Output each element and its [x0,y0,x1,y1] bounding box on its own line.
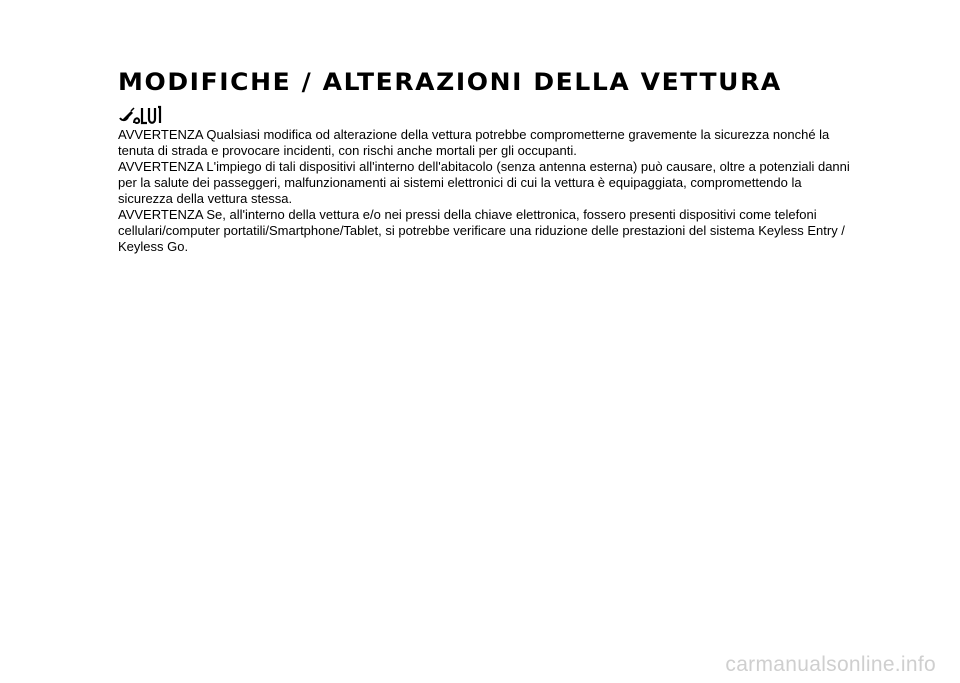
warning-paragraph-keyless: AVVERTENZA Se, all'interno della vettura e/o nei pressi della chiave elettronica, fossero presenti dispositivi come telefoni cellulari/computer portatili/Smartphone/Tablet, si potrebbe verificare una riduzione delle prestazioni del sistema Keyless Entry / Keyless Go. [118,207,845,254]
warning-paragraph-devices-cabin: AVVERTENZA L'impiego di tali dispositivi all'interno dell'abitacolo (senza antenna esterna) può causare, oltre a potenziali danni per la salute dei passeggeri, malfunzionamenti ai sistemi elettronici di cui la vettura è equipaggiata, compromettendo la sicurezza della vettura stessa. [118,159,850,206]
watermark: carmanualsonline.info [725,653,936,676]
warning-paragraph-modifications: AVVERTENZA Qualsiasi modifica od alterazione della vettura potrebbe comprometterne gravemente la sicurezza nonché la tenuta di strada e provocare incidenti, con rischi anche mortali per gli occupanti. [118,127,830,158]
section-marker [118,104,858,126]
warnings-list [118,127,858,255]
page-title: MODIFICHE / ALTERAZIONI DELLA VETTURA [118,67,782,96]
manual-content [118,66,858,255]
hand-writing-icon [118,104,162,126]
